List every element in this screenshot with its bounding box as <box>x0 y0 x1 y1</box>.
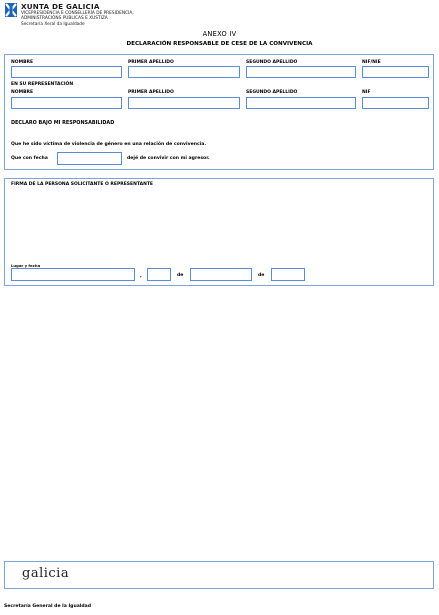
month-input[interactable] <box>190 268 252 281</box>
place-input[interactable] <box>11 268 135 281</box>
declare-title: DECLARO BAJO MI RESPONSABILIDAD <box>11 120 115 126</box>
de-label-1: de <box>177 273 184 278</box>
footer-department: Secretaría General de la Igualdad <box>4 604 92 609</box>
org-department: VICEPRESIDENCIA E CONSELLERÍA DE PRESIDENCIA, <box>21 10 134 16</box>
xunta-logo-icon <box>5 3 17 17</box>
rep-primer-apellido-input[interactable] <box>128 97 240 109</box>
place-date-label: Lugar y fecha <box>11 263 41 268</box>
label-nombre: NOMBRE <box>11 60 34 65</box>
day-input[interactable] <box>147 268 171 281</box>
rep-label-nif: NIF <box>362 90 371 95</box>
representation-title: EN SU REPRESENTACIÓN <box>11 82 74 87</box>
de-label-2: de <box>258 273 265 278</box>
year-input[interactable] <box>271 268 305 281</box>
rep-segundo-apellido-input[interactable] <box>246 97 356 109</box>
comma-separator: , <box>140 274 142 279</box>
rep-label-nombre: NOMBRE <box>11 90 34 95</box>
nif-nie-input[interactable] <box>362 66 429 78</box>
label-nif-nie: NIF/NIE <box>362 60 381 65</box>
annex-title: ANEXO IV <box>202 30 237 38</box>
org-title: XUNTA DE GALICIA <box>21 2 100 11</box>
rep-nombre-input[interactable] <box>11 97 122 109</box>
rep-nif-input[interactable] <box>362 97 429 109</box>
rep-label-primer-apellido: PRIMER APELLIDO <box>128 90 174 95</box>
violence-statement: Que he sido víctima de violencia de género en una relación de convivencia. <box>11 142 207 147</box>
label-primer-apellido: PRIMER APELLIDO <box>128 60 174 65</box>
primer-apellido-input[interactable] <box>128 66 240 78</box>
org-secretariat: Secretaría Xeral da Igualdade <box>21 21 85 27</box>
label-segundo-apellido: SEGUNDO APELLIDO <box>246 60 298 65</box>
date-suffix: dejé de convivir con mi agresor. <box>127 156 210 161</box>
segundo-apellido-input[interactable] <box>246 66 356 78</box>
galicia-brand-logo: galicia <box>22 566 70 581</box>
nombre-input[interactable] <box>11 66 122 78</box>
signature-title: FIRMA DE LA PERSONA SOLICITANTE O REPRESENTANTE <box>11 182 153 187</box>
form-title: DECLARACIÓN RESPONSABLE DE CESE DE LA CONVIVENCIA <box>126 41 313 47</box>
cessation-date-input[interactable] <box>57 152 122 165</box>
rep-label-segundo-apellido: SEGUNDO APELLIDO <box>246 90 298 95</box>
org-administration: ADMINISTRACIÓNS PÚBLICAS E XUSTIZA <box>21 16 108 21</box>
date-prefix: Que con fecha <box>11 156 48 161</box>
